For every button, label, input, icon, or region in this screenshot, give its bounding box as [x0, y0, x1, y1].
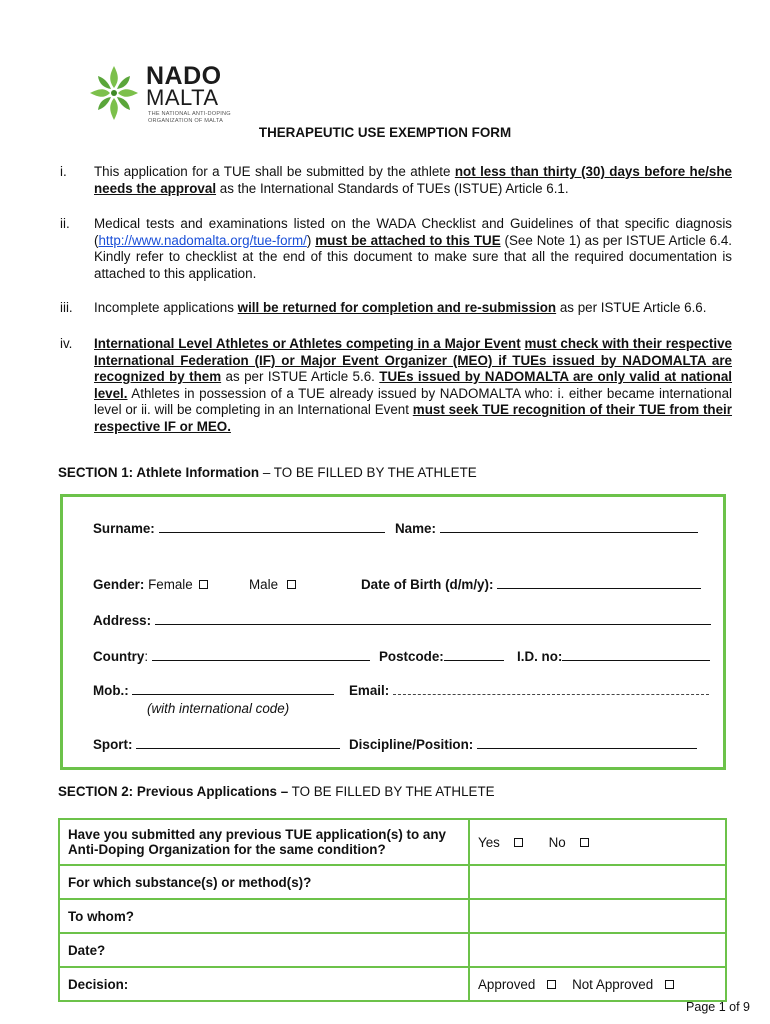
sport-field[interactable] [93, 737, 340, 752]
address-field[interactable] [93, 613, 711, 628]
emphasis-text: will be returned for completion and re-submission [237, 300, 557, 315]
name-field[interactable] [395, 521, 698, 536]
yes-checkbox-icon[interactable] [514, 838, 523, 847]
postcode-field[interactable] [379, 649, 504, 664]
country-label: Country [93, 649, 145, 664]
country-input-line[interactable] [152, 649, 370, 661]
instruction-text [94, 164, 732, 197]
discipline-field[interactable] [349, 737, 697, 752]
male-checkbox-icon[interactable] [287, 580, 296, 589]
instruction-number: i. [60, 164, 67, 179]
postcode-label: Postcode: [379, 649, 444, 664]
surname-label: Surname: [93, 521, 155, 536]
intl-code-hint [147, 701, 289, 716]
id-no-field[interactable] [517, 649, 710, 664]
country-field[interactable] [93, 649, 370, 664]
no-label: No [548, 834, 566, 850]
emphasis-text: must seek TUE recognition of their TUE from their respective IF or MEO. [94, 402, 732, 434]
question-cell [59, 933, 469, 967]
dob-field[interactable] [361, 577, 701, 592]
id-no-input-line[interactable] [562, 649, 710, 661]
answer-cell[interactable] [469, 899, 726, 933]
male-label: Male [249, 577, 279, 592]
instruction-number: iv. [60, 336, 73, 351]
question-cell [59, 899, 469, 933]
instruction-text [94, 216, 732, 282]
section2-title-bold: SECTION 2: Previous Applications – [58, 784, 289, 799]
emphasis-text: TUEs issued by NADOMALTA are only valid at national level. [94, 369, 732, 401]
name-input-line[interactable] [440, 521, 698, 533]
section2-title-rest: TO BE FILLED BY THE ATHLETE [288, 784, 495, 799]
previous-applications-table [58, 818, 727, 1002]
body-text: This application for a TUE shall be submitted by the athlete [94, 164, 455, 179]
mobile-label: Mob.: [93, 683, 129, 698]
question-text: For which substance(s) or method(s)? [68, 874, 312, 890]
email-field[interactable] [349, 683, 709, 698]
question-text: Decision: [68, 976, 129, 992]
surname-field[interactable] [93, 521, 385, 536]
body-text: (See Note 1) as per ISTUE Article 6.4. Kindly refer to checklist at the end of this document to make sure that all the required documentation is attached to this application. [94, 232, 732, 281]
approved-checkbox-icon[interactable] [547, 980, 556, 989]
answer-cell [469, 967, 726, 1001]
gender-field [93, 577, 208, 592]
nado-malta-logo [86, 62, 246, 124]
female-checkbox-icon[interactable] [199, 580, 208, 589]
country-colon: : [144, 649, 149, 664]
yes-label: Yes [478, 834, 500, 850]
table-row [59, 819, 726, 865]
question-text: Date? [68, 942, 106, 958]
emphasis-text: must be attached to this TUE [315, 232, 501, 248]
instruction-text [94, 300, 732, 317]
answer-cell[interactable] [469, 933, 726, 967]
body-text: Medical tests and examinations listed on the WADA Checklist and Guidelines of that specific diagnosis ( [94, 216, 732, 248]
table-row [59, 899, 726, 933]
not-approved-checkbox-icon[interactable] [665, 980, 674, 989]
link-text[interactable]: http://www.nadomalta.org/tue-form/ [98, 232, 307, 248]
section2-title [58, 784, 495, 799]
dob-label: Date of Birth (d/m/y): [361, 577, 494, 592]
table-row [59, 865, 726, 899]
table-row [59, 967, 726, 1001]
not-approved-label: Not Approved [572, 976, 654, 992]
instruction-text [94, 336, 732, 435]
no-checkbox-icon[interactable] [580, 838, 589, 847]
question-text: Have you submitted any previous TUE application(s) to any Anti-Doping Organization for the same condition? [68, 827, 446, 857]
body-text: as the International Standards of TUEs (ISTUE) Article 6.1. [216, 180, 569, 196]
logo-malta-text: MALTA [146, 85, 219, 110]
female-label: Female [148, 577, 193, 592]
mobile-input-line[interactable] [132, 683, 334, 695]
name-label: Name: [395, 521, 436, 536]
intl-code-text: (with international code) [147, 701, 290, 716]
form-title: THERAPEUTIC USE EXEMPTION FORM [258, 125, 512, 140]
discipline-input-line[interactable] [477, 737, 697, 749]
email-label: Email: [349, 683, 390, 698]
surname-input-line[interactable] [159, 521, 385, 533]
emphasis-text: not less than thirty (30) days before he/she needs the approval [94, 164, 732, 196]
body-text: as per ISTUE Article 6.6. [556, 300, 707, 315]
section1-title-bold: SECTION 1: Athlete Information [58, 465, 260, 480]
page-number: Page 1 of 9 [686, 1000, 750, 1014]
mobile-field[interactable] [93, 683, 334, 698]
section1-title-rest: – TO BE FILLED BY THE ATHLETE [259, 465, 477, 480]
question-cell [59, 967, 469, 1001]
address-label: Address: [93, 613, 152, 628]
id-no-label: I.D. no: [517, 649, 563, 664]
question-cell [59, 819, 469, 865]
section1-title [58, 465, 477, 480]
postcode-input-line[interactable] [444, 649, 504, 661]
address-input-line[interactable] [155, 613, 711, 625]
discipline-label: Discipline/Position: [349, 737, 474, 752]
question-cell [59, 865, 469, 899]
body-text: ) [306, 232, 316, 248]
approved-label: Approved [478, 976, 536, 992]
body-text: Athletes in possession of a TUE already issued by NADOMALTA who: i. either became international level or ii. will be completing in an International Event [94, 385, 732, 417]
emphasis-text: must check with their respective International Federation (IF) or Major Event Organizer (MEO) if TUEs issued by NADOMALTA are recognized by them [94, 336, 732, 384]
emphasis-text: International Level Athletes or Athletes competing in a Major Event [94, 336, 521, 351]
gender-label: Gender: [93, 577, 145, 592]
sport-input-line[interactable] [136, 737, 340, 749]
logo-nado-text: NADO [146, 62, 222, 90]
male-option [249, 577, 296, 592]
logo-tagline: THE NATIONAL ANTI-DOPING ORGANIZATION OF MALTA [148, 111, 231, 124]
body-text: Incomplete applications [94, 300, 238, 315]
dob-input-line[interactable] [497, 577, 701, 589]
athlete-info-box [60, 494, 726, 770]
nado-cross-logo-icon [86, 62, 142, 124]
instruction-number: ii. [60, 216, 70, 231]
email-input-line[interactable] [393, 683, 709, 695]
answer-cell[interactable] [469, 865, 726, 899]
table-row [59, 933, 726, 967]
body-text: as per ISTUE Article 5.6. [221, 369, 380, 384]
question-text: To whom? [68, 908, 134, 924]
instruction-number: iii. [60, 300, 73, 315]
answer-cell [469, 819, 726, 865]
sport-label: Sport: [93, 737, 133, 752]
